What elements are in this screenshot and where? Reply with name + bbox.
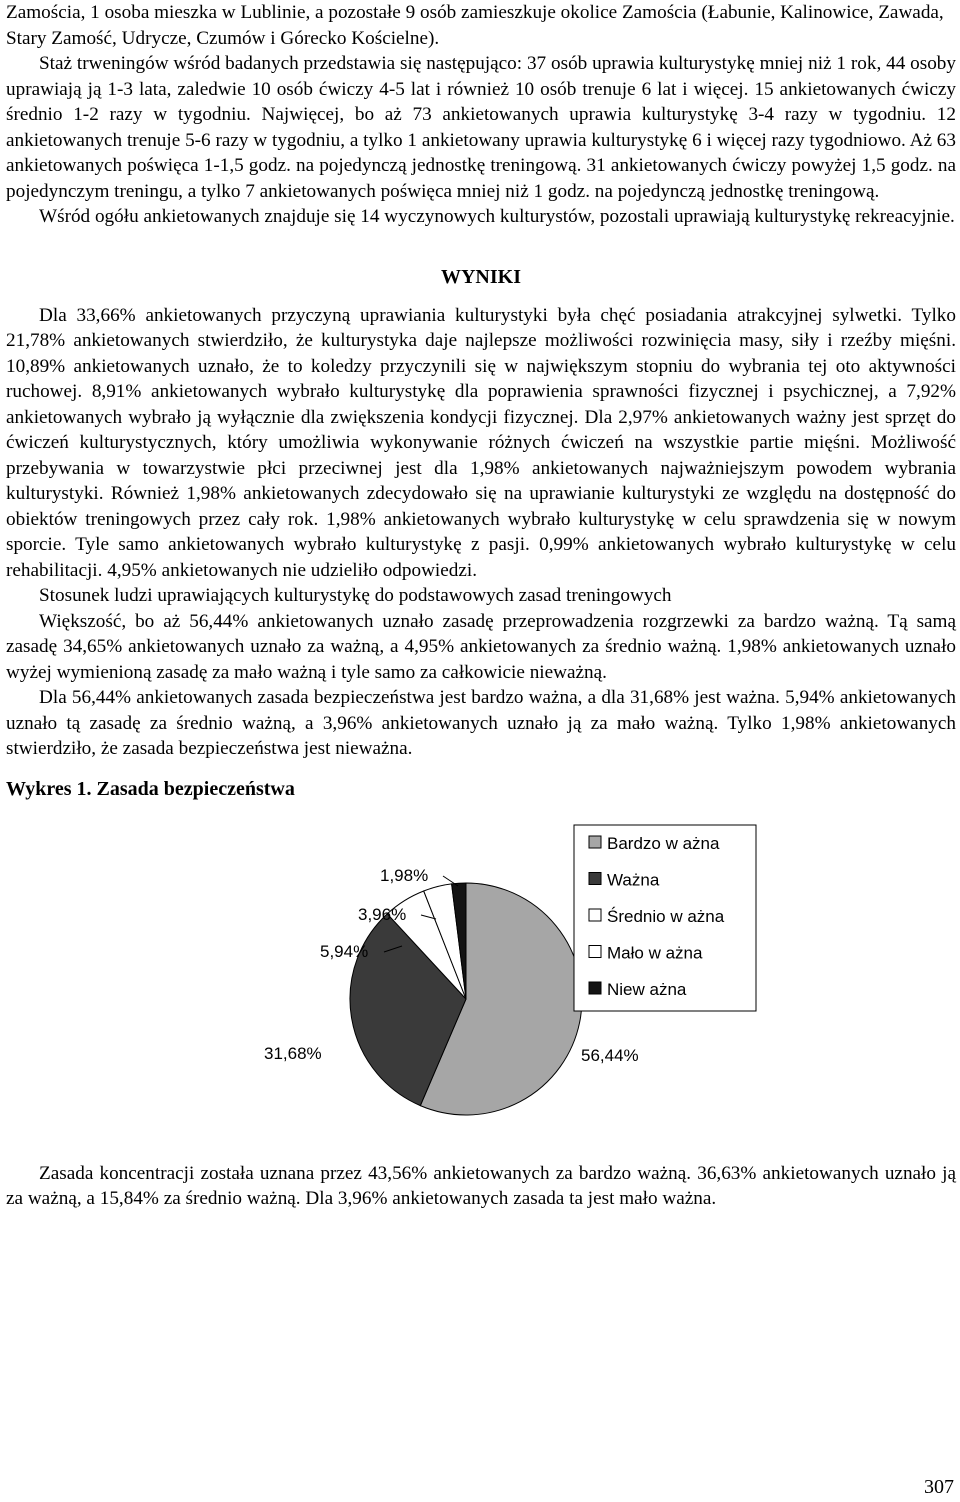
legend-swatch-1 [589, 836, 601, 848]
legend-label-5: Niew ażna [607, 979, 687, 999]
paragraph-concentration: Zasada koncentracji została uznana przez 43,56% ankietowanych za bardzo ważną. 36,63% ankietowanych uznało ją za ważną, a 15,84% za średnio ważną. Dla 3,96% ankietowanych zasada ta jest mało ważna. [6, 1162, 956, 1209]
section-heading: WYNIKI [440, 265, 521, 288]
legend-swatch-3 [589, 909, 601, 921]
pie-chart [6, 801, 956, 1161]
chart-caption: Wykres 1. Zasada bezpieczeństwa [6, 777, 295, 800]
legend-swatch-5 [589, 982, 601, 994]
pie-value-label-4: 3,96% [358, 904, 407, 924]
legend-swatch-4 [589, 945, 601, 957]
legend-label-2: Ważna [607, 870, 660, 889]
legend-label-3: Średnio w ażna [607, 906, 725, 926]
paragraph-warmup: Większość, bo aż 56,44% ankietowanych uznało zasadę przeprowadzenia rozgrzewki za bardzo ważną. Tą samą zasadę 34,65% ankietowanych uznało za ważną, a 4,95% ankietowanych za średnio ważną. 1,98% ankietowanych uznało wyżej wymienioną zasadę za mało ważną i tyle samo za całkowicie nieważną. [6, 610, 956, 683]
paragraph-subheading: Stosunek ludzi uprawiających kulturystykę do podstawowych zasad treningowych [39, 585, 672, 606]
paragraph-intro: Zamościa, 1 osoba mieszka w Lublinie, a pozostałe 9 osób zamieszkuje okolice Zamościa (Łabunie, Kalinowice, Zawada, Stary Zamość, Udrycze, Czumów i Górecko Kościelne). [6, 2, 944, 49]
pie-value-label-3: 5,94% [320, 941, 369, 961]
paragraph-athletes: Wśród ogółu ankietowanych znajduje się 14 wyczynowych kulturystów, pozostali uprawiają kulturystykę rekreacyjnie. [39, 206, 955, 227]
paragraph-reasons: Dla 33,66% ankietowanych przyczyną uprawiania kulturystyki była chęć posiadania atrakcyjnej sylwetki. Tylko 21,78% ankietowanych stwierdziło, że kulturystyka daje najlepsze możliwości rozwinięcia masy, siły i rzeźby mięśni. 10,89% ankietowanych uznało, że to koledzy przyczynili się w największym stopniu do wybrania tej oto aktywności ruchowej. 8,91% ankietowanych wybrało kulturystykę dla poprawienia sprawności fizycznej i psychicznej, a 7,92% ankietowanych wybrało ją wyłącznie dla zwiększenia kondycji fizycznej. Dla 2,97% ankietowanych ważny jest sprzęt do ćwiczeń kulturystycznych, który umożliwia wykonywanie różnych ćwiczeń na wszystkie partie mięśni. Możliwość przebywania w towarzystwie płci przeciwnej jest dla 1,98% ankietowanych najważniejszym powodem wybrania kulturystyki. Również 1,98% ankietowanych zdecydowało się na uprawianie kulturystyki ze względu na dostępność do obiektów treningowych przez cały rok. 1,98% ankietowanych wybrało kulturystykę w celu sprawdzenia się w nowym sporcie. Tyle samo ankietowanych wybrało kulturystykę z pasji. 0,99% ankietowanych wybrało kulturystykę w celu rehabilitacji. 4,95% ankietowanych nie udzieliło odpowiedzi. [6, 304, 956, 581]
legend-label-1: Bardzo w ażna [607, 833, 720, 853]
document-page [6, 0, 956, 1212]
page-number: 307 [924, 1476, 954, 1498]
paragraph-safety: Dla 56,44% ankietowanych zasada bezpieczeństwa jest bardzo ważna, a dla 31,68% jest ważna. 5,94% ankietowanych uznało tą zasadę za średnio ważną, a 3,96% ankietowanych uznało ją za mało ważną. Tylko 1,98% ankietowanych stwierdziło, że zasada bezpieczeństwa jest nieważna. [6, 687, 956, 759]
paragraph-training-experience: Staż trweningów wśród badanych przedstawia się następująco: 37 osób uprawia kulturystykę mniej niż 1 rok, 44 osoby uprawiają ją 1-3 lata, zaledwie 10 osób ćwiczy 4-5 lat i również 10 osób trenuje 6 lat i więcej. 15 ankietowanych ćwiczy średnio 1-2 razy w tygodniu. Najwięcej, bo aż 73 ankietowanych uprawia kulturystykę 3-4 razy w tygodniu. 12 ankietowanych trenuje 5-6 razy w tygodniu, a tylko 1 ankietowany uprawia kulturystykę 6 i więcej razy tygodniowo. Aż 63 ankietowanych poświęca 1-1,5 godz. na pojedynczą jednostkę treningową. 31 ankietowanych ćwiczy powyżej 1,5 godz. na pojedynczym treningu, a tylko 7 ankietowanych poświęca mniej niż 1 godz. na pojedynczą jednostkę treningową. [6, 53, 956, 202]
legend-label-4: Mało w ażna [607, 943, 703, 962]
legend-swatch-2 [589, 872, 601, 884]
pie-value-label-2: 31,68% [264, 1043, 322, 1063]
pie-value-label-5: 1,98% [380, 865, 429, 885]
pie-value-label-1: 56,44% [581, 1045, 639, 1065]
pie-chart-container [6, 801, 956, 1161]
